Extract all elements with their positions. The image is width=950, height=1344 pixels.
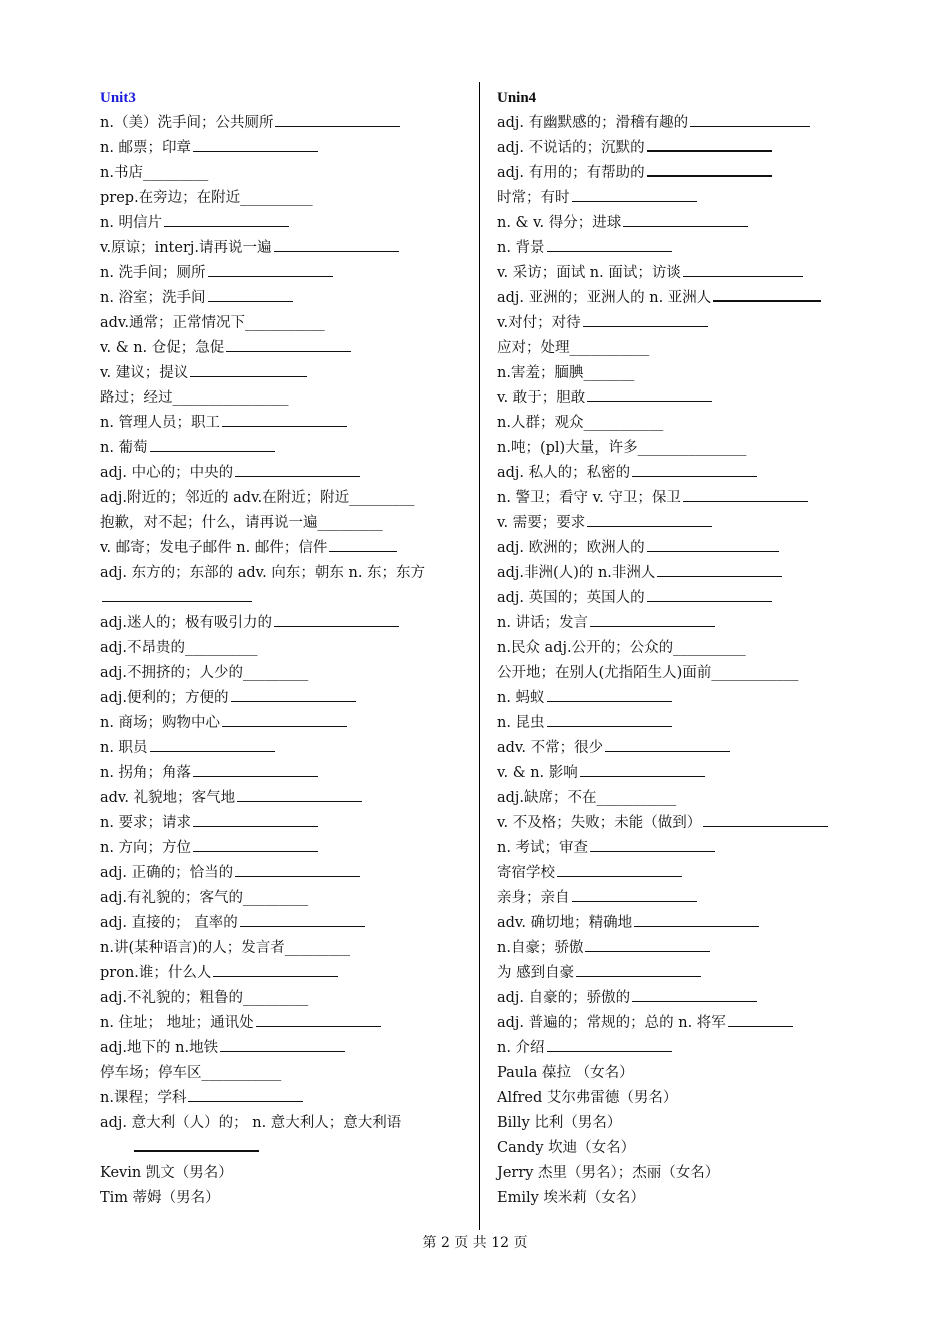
answer-blank	[557, 875, 682, 877]
unit4-vocab-entry	[497, 436, 867, 461]
answer-blank	[150, 450, 275, 452]
unit4-vocab-entry	[497, 286, 867, 311]
entry-text: n. 蚂蚁	[497, 690, 545, 706]
entry-text: v. 敢于；胆敢	[497, 390, 586, 406]
entry-text: n. 考试；审查	[497, 840, 589, 856]
answer-blank	[329, 550, 397, 552]
answer-blank	[587, 400, 712, 402]
entry-text: 寄宿学校	[497, 865, 555, 881]
unit4-vocab-entry	[497, 311, 867, 336]
answer-blank	[590, 625, 715, 627]
unit3-vocab-entry	[100, 411, 468, 436]
entry-text: n. 介绍	[497, 1040, 545, 1056]
unit4-vocab-entry	[497, 1036, 867, 1061]
entry-text: adj. 中心的；中央的	[100, 465, 234, 481]
answer-blank	[728, 1025, 793, 1027]
answer-blank	[590, 850, 715, 852]
answer-blank	[193, 850, 318, 852]
entry-text: adj. 东方的；东部的 adv. 向东；朝东 n. 东；东方	[100, 565, 426, 581]
unit3-vocab-entry	[100, 536, 468, 561]
entry-text: adj. 英国的；英国人的	[497, 590, 645, 606]
unit3-vocab-entry	[100, 1111, 468, 1136]
unit3-vocab-entry	[100, 311, 468, 336]
unit4-vocab-entry	[497, 1136, 867, 1161]
entry-text: adj.迷人的；极有吸引力的	[100, 615, 273, 631]
entry-text: Alfred 艾尔弗雷德（男名）	[497, 1090, 678, 1106]
unit3-vocab-entry	[100, 786, 468, 811]
answer-blank	[623, 225, 748, 227]
entry-text: adj.不礼貌的；粗鲁的_________	[100, 990, 309, 1006]
answer-blank	[576, 975, 701, 977]
unit4-vocab-entry	[497, 261, 867, 286]
unit3-vocab-entry	[100, 686, 468, 711]
answer-blank	[188, 1100, 303, 1102]
unit4-vocab-entry	[497, 736, 867, 761]
unit3-vocab-entry	[100, 336, 468, 361]
entry-text: n. 明信片	[100, 215, 163, 231]
unit3-vocab-entry	[100, 486, 468, 511]
unit3-vocab-entry	[100, 361, 468, 386]
answer-blank	[657, 575, 782, 577]
answer-blank	[572, 200, 697, 202]
unit3-vocab-entry	[100, 1186, 468, 1211]
entry-text: v. 邮寄；发电子邮件 n. 邮件；信件	[100, 540, 328, 556]
entry-text: adv.通常；正常情况下___________	[100, 315, 325, 331]
entry-text: n.课程；学科	[100, 1090, 187, 1106]
unit3-vocab-entry	[100, 386, 468, 411]
entry-text: n. & v. 得分；进球	[497, 215, 622, 231]
unit4-vocab-entry	[497, 1061, 867, 1086]
entry-text: n. 商场；购物中心	[100, 715, 221, 731]
entry-text: n.自豪；骄傲	[497, 940, 584, 956]
answer-blank	[193, 150, 318, 152]
answer-blank	[585, 950, 710, 952]
unit4-column	[497, 86, 867, 1211]
unit4-vocab-entry	[497, 486, 867, 511]
entry-text: n. 浴室；洗手间	[100, 290, 206, 306]
entry-text: 抱歉，对不起；什么，请再说一遍_________	[100, 515, 383, 531]
entry-text: n.民众 adj.公开的；公众的__________	[497, 640, 746, 656]
unit4-vocab-entry	[497, 811, 867, 836]
answer-blank	[647, 174, 772, 177]
answer-blank	[632, 475, 757, 477]
unit4-vocab-entry	[497, 461, 867, 486]
entry-text: 时常；有时	[497, 190, 570, 206]
answer-blank	[274, 625, 399, 627]
entry-text: n. 昆虫	[497, 715, 545, 731]
unit4-vocab-entry	[497, 411, 867, 436]
unit3-vocab-entry	[100, 561, 468, 586]
answer-blank	[193, 775, 318, 777]
unit4-vocab-entry	[497, 236, 867, 261]
unit3-vocab-entry	[100, 736, 468, 761]
entry-text: 路过；经过________________	[100, 390, 289, 406]
unit3-vocab-entry	[100, 861, 468, 886]
unit4-vocab-entry	[497, 711, 867, 736]
entry-text: adj. 正确的；恰当的	[100, 865, 234, 881]
unit4-vocab-entry	[497, 1161, 867, 1186]
unit4-vocab-entry	[497, 661, 867, 686]
unit3-vocab-entry	[100, 236, 468, 261]
answer-blank	[237, 800, 362, 802]
entry-text: adj.不昂贵的__________	[100, 640, 258, 656]
answer-blank	[150, 750, 275, 752]
entry-text: v. 需要；要求	[497, 515, 586, 531]
unit4-vocab-entry	[497, 786, 867, 811]
answer-blank	[632, 1000, 757, 1002]
answer-blank	[647, 600, 772, 602]
entry-text: adj.附近的；邻近的 adv.在附近；附近_________	[100, 490, 415, 506]
answer-blank	[683, 500, 808, 502]
unit4-vocab-entry	[497, 936, 867, 961]
answer-blank	[583, 325, 708, 327]
entry-text: Billy 比利（男名）	[497, 1115, 622, 1131]
unit4-vocab-entry	[497, 1186, 867, 1211]
unit3-vocab-list	[100, 111, 468, 1211]
entry-text: v. 不及格；失败；未能（做到）	[497, 815, 702, 831]
unit4-vocab-entry	[497, 1111, 867, 1136]
answer-blank	[231, 700, 356, 702]
answer-blank	[208, 300, 293, 302]
unit4-vocab-entry	[497, 511, 867, 536]
unit3-vocab-entry	[100, 711, 468, 736]
unit3-vocab-entry	[100, 911, 468, 936]
entry-text: adj.有礼貌的；客气的_________	[100, 890, 309, 906]
entry-text: n. 方向；方位	[100, 840, 192, 856]
entry-text: n.害羞；腼腆_______	[497, 365, 635, 381]
answer-blank	[580, 775, 705, 777]
entry-text: adj. 自豪的；骄傲的	[497, 990, 631, 1006]
unit3-vocab-entry	[100, 1161, 468, 1186]
entry-text: n. 住址； 地址；通讯处	[100, 1015, 254, 1031]
entry-text: prep.在旁边；在附近__________	[100, 190, 313, 206]
entry-text: Paula 葆拉 （女名）	[497, 1065, 634, 1081]
unit3-heading: Unit3	[100, 90, 136, 106]
entry-text: adj. 欧洲的；欧洲人的	[497, 540, 645, 556]
entry-text: Candy 坎迪（女名）	[497, 1140, 636, 1156]
unit4-vocab-entry	[497, 911, 867, 936]
answer-blank	[220, 1050, 345, 1052]
unit4-vocab-entry	[497, 186, 867, 211]
answer-blank	[547, 1050, 672, 1052]
unit3-vocab-entry	[100, 811, 468, 836]
answer-blank	[587, 525, 712, 527]
answer-blank	[647, 550, 779, 552]
unit4-vocab-entry	[497, 361, 867, 386]
page-footer: 第 2 页 共 12 页	[422, 1235, 528, 1251]
answer-blank	[256, 1025, 381, 1027]
entry-text: n. 管理人员；职工	[100, 415, 221, 431]
unit3-vocab-entry	[100, 661, 468, 686]
answer-blank	[275, 125, 400, 127]
entry-text: n. 职员	[100, 740, 148, 756]
answer-blank-row	[100, 1136, 468, 1161]
answer-blank	[547, 725, 672, 727]
unit3-vocab-entry	[100, 111, 468, 136]
answer-blank	[683, 275, 803, 277]
entry-text: 亲身；亲自	[497, 890, 570, 906]
answer-blank	[222, 725, 347, 727]
unit3-vocab-entry	[100, 611, 468, 636]
entry-text: adj.便利的；方便的	[100, 690, 229, 706]
entry-text: n. 邮票；印章	[100, 140, 192, 156]
unit4-vocab-entry	[497, 386, 867, 411]
unit4-vocab-entry	[497, 161, 867, 186]
entry-text: pron.谁；什么人	[100, 965, 212, 981]
entry-text: 公开地；在别人(尤指陌生人)面前____________	[497, 665, 799, 681]
entry-text: adv. 确切地；精确地	[497, 915, 633, 931]
entry-text: adj.不拥挤的；人少的_________	[100, 665, 309, 681]
unit4-vocab-entry	[497, 1086, 867, 1111]
entry-text: n. 要求；请求	[100, 815, 192, 831]
entry-text: n. 洗手间；厕所	[100, 265, 206, 281]
unit4-vocab-entry	[497, 536, 867, 561]
entry-text: Tim 蒂姆（男名）	[100, 1190, 220, 1206]
unit4-vocab-entry	[497, 211, 867, 236]
unit4-vocab-entry	[497, 136, 867, 161]
entry-text: adj. 不说话的；沉默的	[497, 140, 645, 156]
entry-text: adv. 不常；很少	[497, 740, 604, 756]
entry-text: adj. 普遍的；常规的；总的 n. 将军	[497, 1015, 726, 1031]
answer-blank	[240, 925, 365, 927]
unit3-vocab-entry	[100, 936, 468, 961]
unit4-vocab-entry	[497, 886, 867, 911]
entry-text: v.原谅；interj.请再说一遍	[100, 240, 272, 256]
answer-blank	[213, 975, 338, 977]
unit3-vocab-entry	[100, 461, 468, 486]
entry-text: adv. 礼貌地；客气地	[100, 790, 236, 806]
answer-blank	[164, 225, 289, 227]
unit3-vocab-entry	[100, 886, 468, 911]
answer-blank	[235, 875, 360, 877]
entry-text: adj. 私人的；私密的	[497, 465, 631, 481]
answer-blank	[690, 125, 810, 127]
answer-blank	[134, 1149, 259, 1152]
entry-text: v. 采访；面试 n. 面试；访谈	[497, 265, 681, 281]
entry-text: adj. 意大利（人）的； n. 意大利人；意大利语	[100, 1115, 402, 1131]
entry-text: n.吨；(pl)大量，许多_______________	[497, 440, 747, 456]
answer-blank	[634, 925, 759, 927]
answer-blank	[703, 825, 828, 827]
entry-text: n.讲(某种语言)的人；发言者_________	[100, 940, 351, 956]
entry-text: n.（美）洗手间；公共厕所	[100, 115, 274, 131]
answer-blank	[208, 275, 333, 277]
answer-blank	[274, 250, 399, 252]
entry-text: n.人群；观众___________	[497, 415, 664, 431]
entry-text: n. 拐角；角落	[100, 765, 192, 781]
entry-text: adj. 有幽默感的；滑稽有趣的	[497, 115, 689, 131]
entry-text: Kevin 凯文（男名）	[100, 1165, 233, 1181]
unit4-vocab-entry	[497, 961, 867, 986]
entry-text: adj.缺席；不在___________	[497, 790, 677, 806]
answer-blank-row	[100, 586, 468, 611]
unit3-vocab-entry	[100, 836, 468, 861]
unit3-vocab-entry	[100, 1011, 468, 1036]
entry-text: v. 建议；提议	[100, 365, 189, 381]
answer-blank	[226, 350, 351, 352]
answer-blank	[572, 900, 697, 902]
unit4-vocab-entry	[497, 636, 867, 661]
entry-text: n. 讲话；发言	[497, 615, 589, 631]
unit4-heading: Unin4	[497, 90, 537, 106]
entry-text: n. 警卫；看守 v. 守卫；保卫	[497, 490, 681, 506]
unit3-vocab-entry	[100, 761, 468, 786]
answer-blank	[190, 375, 307, 377]
entry-text: 为 感到自豪	[497, 965, 575, 981]
entry-text: v.对付；对待	[497, 315, 581, 331]
unit4-vocab-entry	[497, 836, 867, 861]
entry-text: adj.非洲(人)的 n.非洲人	[497, 565, 656, 581]
column-divider	[479, 82, 480, 1230]
unit3-vocab-entry	[100, 261, 468, 286]
answer-blank	[713, 299, 821, 302]
unit4-vocab-entry	[497, 561, 867, 586]
answer-blank	[235, 475, 360, 477]
entry-text: adj. 有用的；有帮助的	[497, 165, 645, 181]
unit3-vocab-entry	[100, 436, 468, 461]
entry-text: n. 葡萄	[100, 440, 148, 456]
answer-blank	[547, 250, 672, 252]
unit3-vocab-entry	[100, 211, 468, 236]
unit3-vocab-entry	[100, 1036, 468, 1061]
answer-blank	[222, 425, 347, 427]
entry-text: Jerry 杰里（男名）；杰丽（女名）	[497, 1165, 720, 1181]
entry-text: 应对；处理___________	[497, 340, 650, 356]
entry-text: adj.地下的 n.地铁	[100, 1040, 219, 1056]
answer-blank	[102, 600, 252, 602]
answer-blank	[193, 825, 318, 827]
answer-blank	[647, 149, 772, 152]
unit3-vocab-entry	[100, 161, 468, 186]
entry-text: n. 背景	[497, 240, 545, 256]
unit3-vocab-entry	[100, 186, 468, 211]
entry-text: v. & n. 影响	[497, 765, 578, 781]
unit4-vocab-entry	[497, 1011, 867, 1036]
entry-text: adj. 直接的； 直率的	[100, 915, 238, 931]
unit4-vocab-entry	[497, 111, 867, 136]
unit4-vocab-entry	[497, 761, 867, 786]
entry-text: v. & n. 仓促；急促	[100, 340, 225, 356]
unit4-vocab-entry	[497, 336, 867, 361]
answer-blank	[605, 750, 730, 752]
unit3-column	[100, 86, 468, 1211]
unit4-vocab-entry	[497, 986, 867, 1011]
unit3-vocab-entry	[100, 136, 468, 161]
unit4-vocab-entry	[497, 586, 867, 611]
unit3-vocab-entry	[100, 636, 468, 661]
unit4-vocab-entry	[497, 861, 867, 886]
entry-text: n.书店_________	[100, 165, 209, 181]
entry-text: adj. 亚洲的；亚洲人的 n. 亚洲人	[497, 290, 712, 306]
unit3-vocab-entry	[100, 1086, 468, 1111]
unit3-vocab-entry	[100, 286, 468, 311]
answer-blank	[547, 700, 672, 702]
unit3-vocab-entry	[100, 1061, 468, 1086]
unit3-vocab-entry	[100, 961, 468, 986]
unit4-vocab-list	[497, 111, 867, 1211]
entry-text: Emily 埃米莉（女名）	[497, 1190, 645, 1206]
unit4-vocab-entry	[497, 686, 867, 711]
unit3-vocab-entry	[100, 986, 468, 1011]
unit3-vocab-entry	[100, 511, 468, 536]
entry-text: 停车场；停车区___________	[100, 1065, 282, 1081]
unit4-vocab-entry	[497, 611, 867, 636]
